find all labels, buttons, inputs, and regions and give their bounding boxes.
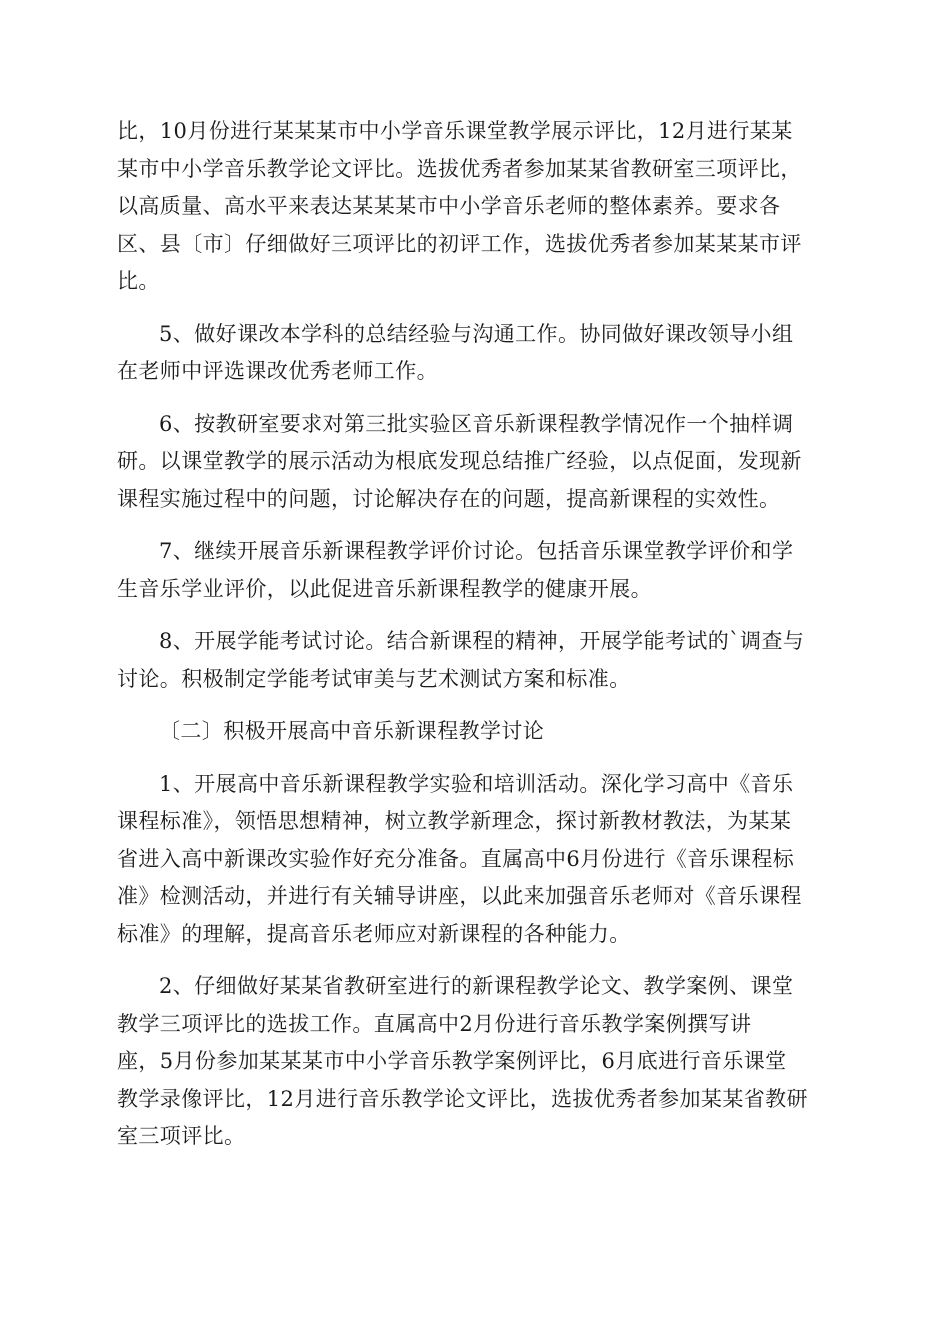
text-line: 教学录像评比，12月进行音乐教学论文评比，选拔优秀者参加某某省教研: [117, 1086, 808, 1111]
text-line: 某市中小学音乐教学论文评比。选拔优秀者参加某某省教研室三项评比，: [117, 156, 802, 181]
paragraph-item-2: [117, 968, 839, 1156]
text-line: 座，5月份参加某某某市中小学音乐教学案例评比，6月底进行音乐课堂: [117, 1049, 787, 1073]
text-line: 讨论。积极制定学能考试审美与艺术测试方案和标准。: [117, 666, 631, 691]
document-body: [117, 113, 839, 1171]
text-line: 标准》的理解，提高音乐老师应对新课程的各种能力。: [117, 921, 631, 946]
text-line: 比。: [117, 269, 160, 293]
text-line: 研。以课堂教学的展示活动为根底发现总结推广经验，以点促面，发现新: [117, 449, 802, 473]
paragraph-item-5: [117, 316, 839, 391]
paragraph-item-1: [117, 766, 839, 954]
text-line: 室三项评比。: [117, 1124, 246, 1148]
text-line: 省进入高中新课改实验作好充分准备。直属高中6月份进行《音乐课程标: [117, 846, 795, 871]
text-line: 2、仔细做好某某省教研室进行的新课程教学论文、教学案例、课堂: [159, 974, 794, 998]
paragraph-continuation: [117, 113, 839, 301]
heading-line: 〔二〕积极开展高中音乐新课程教学讨论: [159, 719, 545, 743]
text-line: 以高质量、高水平来表达某某某市中小学音乐老师的整体素养。要求各: [117, 194, 781, 218]
text-line: 区、县〔市〕仔细做好三项评比的初评工作，选拔优秀者参加某某某市评: [117, 231, 802, 256]
text-line: 5、做好课改本学科的总结经验与沟通工作。协同做好课改领导小组: [159, 321, 794, 346]
text-line: 8、开展学能考试讨论。结合新课程的精神，开展学能考试的`调查与: [159, 629, 805, 653]
text-line: 准》检测活动，并进行有关辅导讲座，以此来加强音乐老师对《音乐课程: [117, 884, 802, 908]
text-line: 6、按教研室要求对第三批实验区音乐新课程教学情况作一个抽样调: [159, 411, 794, 436]
text-line: 在老师中评选课改优秀老师工作。: [117, 359, 438, 383]
section-heading: [117, 713, 839, 751]
text-line: 比，10月份进行某某某市中小学音乐课堂教学展示评比，12月进行某某: [117, 119, 793, 143]
text-line: 1、开展高中音乐新课程教学实验和培训活动。深化学习高中《音乐: [159, 771, 794, 796]
paragraph-item-7: [117, 533, 839, 608]
paragraph-item-8: [117, 623, 839, 698]
text-line: 课程标准》，领悟思想精神，树立教学新理念，探讨新教材教法，为某某: [117, 809, 792, 833]
text-line: 课程实施过程中的问题，讨论解决存在的问题，提高新课程的实效性。: [117, 486, 781, 511]
text-line: 生音乐学业评价，以此促进音乐新课程教学的健康开展。: [117, 576, 652, 601]
text-line: 7、继续开展音乐新课程教学评价讨论。包括音乐课堂教学评价和学: [159, 539, 794, 563]
text-line: 教学三项评比的选拔工作。直属高中2月份进行音乐教学案例撰写讲: [117, 1011, 752, 1036]
paragraph-item-6: [117, 406, 839, 519]
